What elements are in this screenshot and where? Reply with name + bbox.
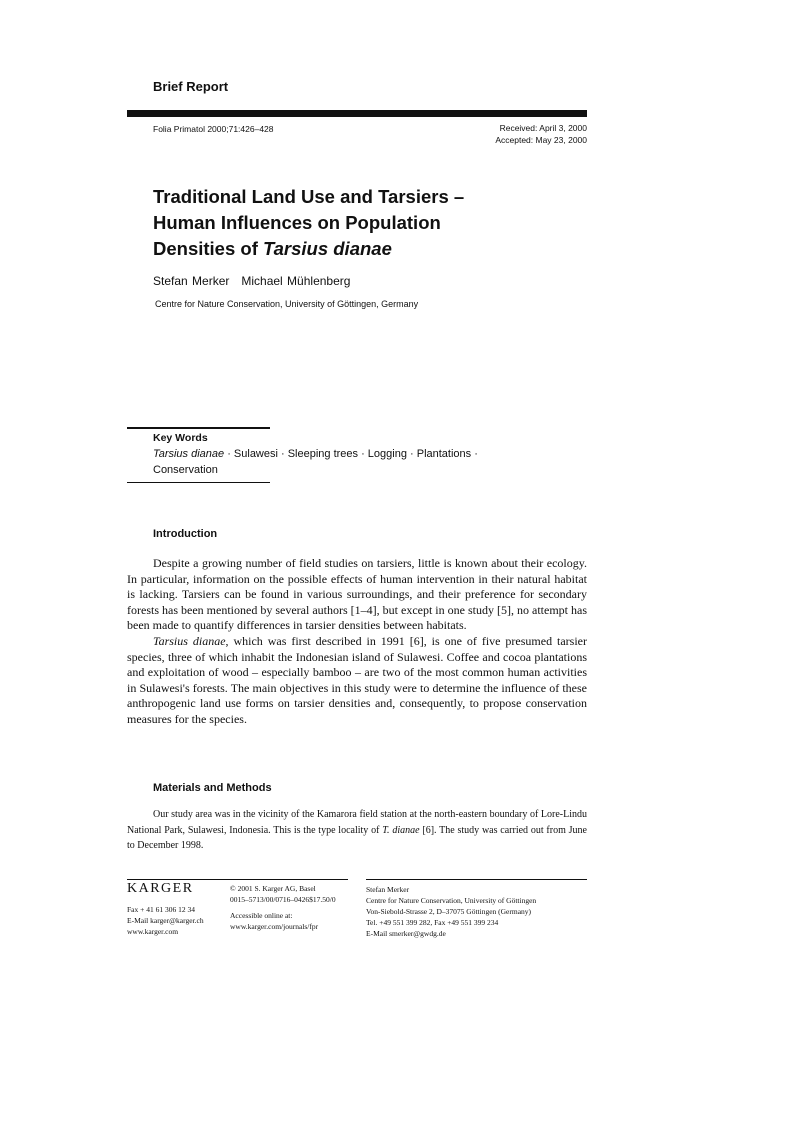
author-name: Stefan Merker [153, 274, 230, 288]
paragraph-text: , which was first described in 1991 [6], is one of five presumed tarsier species, three of which inhabit the Indonesian island of Sulawesi. Coffee and cocoa plantations and exploitation of wood – especially bamboo – are two of the most common human activities in Sulawesi's forests. The main objectives in this study were to determine the influence of these anthropogenic land use forms on tarsier densities and, consequently, to propose conservation measures for the species. [127, 633, 588, 726]
title-species: Tarsius dianae [263, 238, 392, 259]
keywords-bottom-rule [127, 482, 270, 483]
methods-heading: Materials and Methods [153, 782, 272, 794]
received-date: Received: April 3, 2000 [499, 123, 587, 133]
introduction-body [127, 556, 587, 728]
author-name: Michael Mühlenberg [241, 274, 351, 288]
received-accepted-dates [495, 123, 587, 146]
keywords-list [153, 446, 533, 478]
title-line-1: Traditional Land Use and Tarsiers – [153, 186, 465, 207]
copyright-notice: © 2001 S. Karger AG, Basel [230, 884, 316, 893]
correspondence-address: Von-Siebold-Strasse 2, D–37075 Göttingen (Germany) [366, 907, 532, 916]
introduction-paragraph-2 [127, 634, 587, 728]
methods-body [127, 807, 587, 854]
author-list [153, 274, 350, 288]
publisher-logo: KARGER [127, 881, 194, 896]
title-line-3 [153, 236, 583, 262]
header-rule [127, 110, 587, 117]
accepted-date: Accepted: May 23, 2000 [495, 134, 587, 145]
publisher-contact [127, 904, 204, 937]
publisher-email: E-Mail karger@karger.ch [127, 916, 204, 925]
journal-citation: Folia Primatol 2000;71:426–428 [153, 124, 274, 134]
correspondence-name: Stefan Merker [366, 885, 410, 894]
title-line-2: Human Influences on Population [153, 212, 441, 233]
correspondence-institution: Centre for Nature Conservation, University of Göttingen [366, 896, 537, 905]
methods-paragraph-1 [127, 807, 587, 854]
species-name: T. dianae [382, 824, 420, 836]
paragraph-text: Our study area was in the vicinity of the Kamarora field station at the north-eastern boundary of Lore-Lindu National Park, Sulawesi, Indonesia. This is the type locality of [127, 809, 587, 836]
introduction-heading: Introduction [153, 528, 218, 540]
keywords-rest: · Sulawesi · Sleeping trees · Logging · Plantations · Conservation [153, 448, 478, 476]
article-title [153, 184, 583, 262]
online-url: www.karger.com/journals/fpr [230, 921, 319, 931]
keyword-species: Tarsius dianae [153, 448, 225, 460]
paragraph-text: [6]. The study was carried out from June to December 1998. [127, 824, 587, 851]
publisher-fax: Fax + 41 61 306 12 34 [127, 905, 195, 914]
copyright-block [230, 884, 336, 932]
correspondence-block [366, 884, 536, 939]
footer-rule-right [366, 879, 587, 880]
correspondence-email: E-Mail smerker@gwdg.de [366, 929, 446, 938]
section-label: Brief Report [153, 79, 229, 94]
footer-rule-left [127, 879, 348, 880]
title-line-3-prefix: Densities of [153, 238, 263, 259]
issn-code: 0015–5713/00/0716–0426$17.50/0 [230, 894, 336, 904]
keywords-top-rule [127, 427, 270, 429]
correspondence-phone: Tel. +49 551 399 282, Fax +49 551 399 234 [366, 918, 499, 927]
keywords-heading: Key Words [153, 432, 208, 444]
species-name: Tarsius dianae [153, 633, 226, 648]
publisher-website: www.karger.com [127, 927, 179, 936]
online-label: Accessible online at: [230, 911, 293, 920]
introduction-paragraph-1: Despite a growing number of field studies on tarsiers, little is known about their ecology. In particular, information on the possible effects of human intervention in their natural habitat is lacking. Tarsiers can be found in various surroundings, and their preference for secondary forests has been mentioned by several authors [1–4], but except in one study [5], no attempt has been made to quantify differences in tarsier densities between habitats. [127, 556, 587, 633]
affiliation: Centre for Nature Conservation, University of Göttingen, Germany [155, 299, 419, 309]
